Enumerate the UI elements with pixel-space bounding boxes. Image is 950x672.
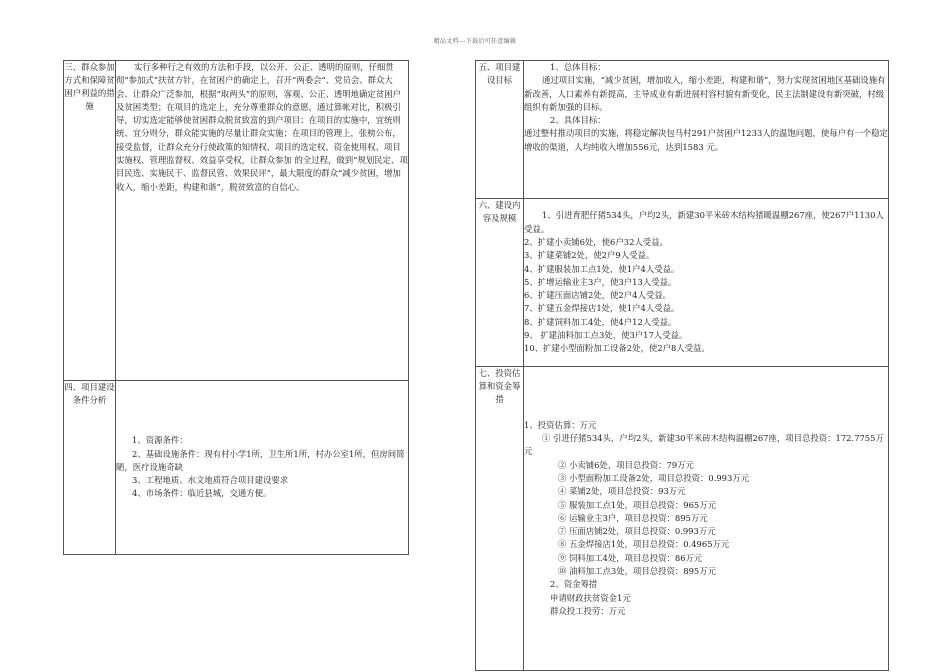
list-item: ③ 小型面粉加工设备2处，项目总投资：0.993万元: [558, 472, 750, 483]
list-item: ② 小卖铺6处，项目总投资：79万元: [558, 459, 694, 470]
list-item: 3、工程地质、水文地质符合项目建设要求: [132, 475, 289, 486]
list-item: 2、资金筹措: [550, 579, 598, 590]
list-item: 5、扩增运输业主3户，使3户13人受益。: [524, 276, 677, 287]
list-item: ⑨ 饲料加工4处，项目总投资：86万元: [558, 552, 703, 563]
right-table: [475, 60, 889, 671]
list-item: 1、资源条件：: [132, 435, 188, 446]
row-label-investment: 七、投资估算和资金筹措: [476, 367, 524, 671]
participation-paragraph: 实行多种行之有效的方法和手段，以公开、公正、透明的原则，仔细贯彻“参加式”扶贫方针，在贫困户的确定上，召开“两委会”、党员会、群众大会、让群众广泛参加，根据“取两头”的原则，客观、公正、透明地确定贫困户及贫困类型；在项目的选定上，充分尊重群众的意愿，通过算帐对比，积极引导，切实选定能够使贫困群众脱贫致富的到户项目；在项目的实施中，宜统则统、宜分则分，群众能实施的尽量让群众实施；在项目的管理上，张榜公布，接受监督，让群众充分行使政策的知情权、项目的选定权、资金使用权、项目实施权、管理监督权、效益享受权，让群众参加 的全过程，做到“规划民定、项目民选、实施民干、监督民管、效果民评”，最大限度的群众“减少贫困，增加收入，缩小差距，构建和谐”，脱贫致富的自信心。: [116, 62, 408, 192]
list-item: ⑧ 五金焊接店1处，项目总投资：0.4965万元: [558, 539, 730, 550]
list-item: 1、投资估算：万元: [524, 419, 597, 430]
list-item: 2、扩建小卖铺6处，使6户32人受益。: [524, 236, 668, 247]
list-item: ⑥ 运输业主3户，项目总投资：895万元: [558, 512, 708, 523]
table-row: [64, 61, 409, 381]
list-item: 4、扩建服装加工点1处，使1户4人受益。: [524, 263, 680, 274]
left-table: [63, 60, 409, 555]
list-item: 1、引进育肥仔猪534头，户均2头，新建30平米砖木结构猪暖温棚267座，使267户1130人受益。: [524, 210, 884, 234]
list-item: ④ 菜铺2处，项目总投资：93万元: [558, 486, 686, 497]
list-item: 申请财政扶贫资金1元: [550, 592, 631, 603]
table-row: [64, 381, 409, 555]
list-item: 4、市场条件：临近县城，交通方便。: [132, 488, 272, 499]
row-label-participation: 三、群众参加方式和保障贫困户利益的措施: [64, 61, 116, 381]
list-item: 10、扩建小型面粉加工设备2处，使2户8人受益。: [524, 343, 710, 354]
header-watermark: 精品文档---下载后可任意编辑: [433, 38, 517, 45]
list-item: ⑩ 油料加工点3处，项目总投资：895万元: [558, 566, 716, 577]
list-item: 8、扩建饲料加工4处，使4户12人受益。: [524, 316, 677, 327]
list-item: ⑤ 服装加工点1处，项目总投资：965万元: [558, 499, 716, 510]
list-item: 通过项目实施，“减少贫困，增加收入，缩小差距，构建和谐”，努力实现贫困地区基础设施有新改善，人口素养有新提高，主导成业有新进展村容村貌有新变化，民主法制建设有新突破，村级组织有新加强的目标。: [524, 75, 886, 112]
list-item: 2、基础设施条件：现有村小学1所，卫生所1所，村办公室1所，但房间简陋，医疗设施奇缺: [116, 448, 405, 472]
participation-content: [116, 61, 409, 381]
list-item: ⑦ 压面店铺2处，项目总投资：0.993万元: [558, 526, 716, 537]
row-label-conditions: 四、项目建设条件分析: [64, 381, 116, 555]
list-item: 9、 扩建油料加工点3处，使3户17人受益。: [524, 330, 688, 341]
list-item: 1、总体目标：: [550, 62, 606, 72]
list-item: 群众投工投劳：万元: [550, 605, 626, 616]
list-item: ① 引进仔猪534头，户均2头，新建30平米砖木结构温棚267座，项目总投资：172.7755万元: [524, 433, 884, 457]
row-label-goals: 五、项目建设目标: [476, 61, 524, 199]
table-row: [476, 367, 889, 671]
list-item: 通过整村推动项目的实施，将稳定解决包马村291户贫困户1233人的温饱问题，使每户有一个稳定增收的渠道，人均纯收入增加556元，达到1583 元。: [524, 128, 888, 152]
scale-content: [524, 199, 889, 367]
list-item: 3、扩建菜铺2处，使2户9人受益。: [524, 250, 655, 261]
list-item: 7、扩建五金焊接店1处，使1户4人受益。: [524, 303, 680, 314]
goals-content: [524, 61, 889, 199]
table-row: [476, 61, 889, 199]
conditions-content: [116, 381, 409, 555]
investment-content: [524, 367, 889, 671]
list-item: 2、具体目标：: [550, 115, 606, 126]
list-item: 6、扩建压面店铺2处，使2户4人受益。: [524, 290, 671, 301]
table-row: [476, 199, 889, 367]
row-label-scale: 六、建设内容及规模: [476, 199, 524, 367]
